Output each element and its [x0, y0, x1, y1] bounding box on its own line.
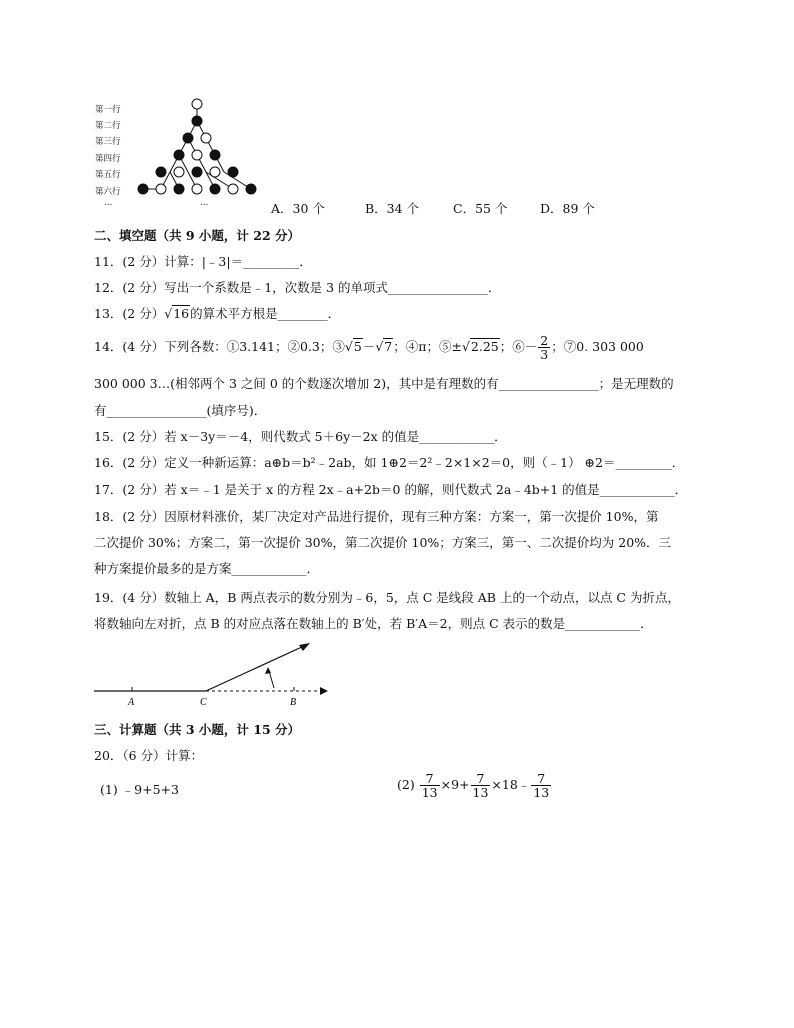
- node-r3-1: [183, 133, 193, 143]
- question-14-line2: 300 000 3…(相邻两个 3 之间 0 的个数逐次增加 2)，其中是有理数的有________________；是无理数的: [94, 376, 674, 391]
- q14-minus: －: [362, 339, 376, 355]
- node-r6-2: [156, 184, 166, 194]
- question-20: 20．（6 分）计算：: [94, 748, 204, 763]
- node-r5-1: [156, 167, 166, 177]
- q13-prefix: 13．(2 分）: [94, 306, 165, 321]
- dashed-arrowhead: [320, 687, 328, 695]
- q14-tail: ；⑦0. 303 000: [551, 339, 644, 355]
- row-label-4: 第四行: [95, 154, 121, 164]
- node-r4-2: [192, 150, 202, 160]
- label-b: B: [290, 697, 297, 708]
- q13-radicand: 16: [173, 306, 190, 321]
- node-r6-7: [246, 184, 256, 194]
- q14-prefix: 14．(4 分）下列各数：①3.141；②0.3；③: [94, 339, 345, 355]
- row-label-2: 第二行: [95, 121, 121, 131]
- q14-mid1: ；④π；⑤±: [393, 339, 462, 355]
- q14-radicand-5: 5: [353, 339, 362, 355]
- q13-suffix: 的算术平方根是________．: [190, 306, 341, 321]
- label-c: C: [200, 697, 207, 708]
- q14-radicand-7: 7: [384, 339, 393, 355]
- node-r5-4: [210, 167, 220, 177]
- node-r4-3: [210, 150, 220, 160]
- node-r5-3: [192, 167, 202, 177]
- question-20-part2: [397, 772, 552, 799]
- label-a: A: [128, 697, 135, 708]
- folded-line: [206, 646, 304, 691]
- sqrt-sign: √: [375, 339, 384, 355]
- question-18-line3: 种方案提价最多的是方案____________．: [94, 561, 320, 576]
- question-17: 17．(2 分）若 x＝﹣1 是关于 x 的方程 2x﹣a+2b＝0 的解，则代数式 2a﹣4b+1 的值是____________．: [94, 482, 688, 497]
- q14-fraction: $\frac{2}{3}$: [540, 333, 549, 363]
- fold-direction-arrow: [269, 671, 274, 688]
- section2-heading: 二、填空题（共 9 小题，计 22 分）: [94, 228, 301, 243]
- row-label-1: 第一行: [95, 105, 121, 115]
- q20-fraction-2: $\frac{7}{13}$: [472, 771, 489, 801]
- node-r6-1: [138, 184, 148, 194]
- node-r5-5: [228, 167, 238, 177]
- ellipsis-left: …: [104, 198, 113, 208]
- sqrt-sign: √: [461, 339, 470, 355]
- question-14-line3: 有________________(填序号)．: [94, 403, 267, 418]
- node-r2-1: [192, 116, 202, 126]
- question-14: [94, 334, 644, 361]
- section3-heading: 三、计算题（共 3 小题，计 15 分）: [94, 722, 301, 737]
- sqrt-sign: √: [164, 306, 173, 321]
- ellipsis-right: …: [200, 198, 209, 208]
- node-r6-6: [228, 184, 238, 194]
- node-r6-3: [174, 184, 184, 194]
- question-16: 16．(2 分）定义一种新运算：a⊕b＝b²﹣2ab，如 1⊕2＝2²﹣2×1×2＝0，则（﹣1） ⊕2＝_________．: [94, 455, 685, 470]
- question-20-part1: (1) ﹣9+5+3: [100, 782, 179, 797]
- question-12: 12．(2 分）写出一个系数是﹣1，次数是 3 的单项式________________．: [94, 280, 501, 295]
- node-r5-2: [174, 167, 184, 177]
- q14-mid2: ；⑥－: [499, 339, 538, 355]
- node-r6-4: [192, 184, 202, 194]
- row-label-5: 第五行: [95, 170, 121, 180]
- node-r6-5: [210, 184, 220, 194]
- triangle-diagram: [120, 96, 270, 200]
- row-label-6: 第六行: [95, 187, 121, 197]
- question-18-line1: 18．(2 分）因原材料涨价，某厂决定对产品进行提价，现有三种方案：方案一，第一次提价 10%，第: [94, 509, 659, 524]
- q10-option-d: D．89 个: [540, 201, 595, 216]
- question-11: 11．(2 分）计算：|﹣3|＝_________．: [94, 254, 312, 269]
- q20-op2: ×18﹣: [491, 777, 531, 793]
- q20-fraction-3: $\frac{7}{13}$: [533, 771, 550, 801]
- folded-arrowhead: [299, 643, 310, 651]
- fold-direction-arrowhead: [265, 667, 271, 674]
- q14-radicand-225: 2.25: [470, 339, 499, 355]
- question-19-line2: 将数轴向左对折，点 B 的对应点落在数轴上的 B′处，若 B′A＝2，则点 C 表示的数是____________．: [94, 616, 653, 631]
- question-15: 15．(2 分）若 x－3y＝－4，则代数式 5＋6y－2x 的值是____________．: [94, 429, 507, 444]
- node-r4-1: [174, 150, 184, 160]
- q10-option-a: A．30 个: [271, 201, 325, 216]
- q20-op1: ×9+: [440, 777, 470, 793]
- row-label-3: 第三行: [95, 137, 121, 147]
- q10-option-c: C．55 个: [453, 201, 508, 216]
- question-13: [94, 304, 340, 322]
- q20-fraction-1: $\frac{7}{13}$: [421, 771, 438, 801]
- q20-part2-label: (2): [397, 777, 415, 793]
- question-18-line2: 二次提价 30%；方案二，第一次提价 30%，第二次提价 10%；方案三，第一、二次提价均为 20%．三: [94, 535, 672, 550]
- node-r3-2: [201, 133, 211, 143]
- node-r1-1: [192, 99, 202, 109]
- number-line-figure: [94, 636, 334, 712]
- question-19-line1: 19．(4 分）数轴上 A，B 两点表示的数分别为﹣6，5，点 C 是线段 AB 上的一个动点，以点 C 为折点，: [94, 590, 680, 605]
- sqrt-sign: √: [344, 339, 353, 355]
- q10-option-b: B．34 个: [365, 201, 420, 216]
